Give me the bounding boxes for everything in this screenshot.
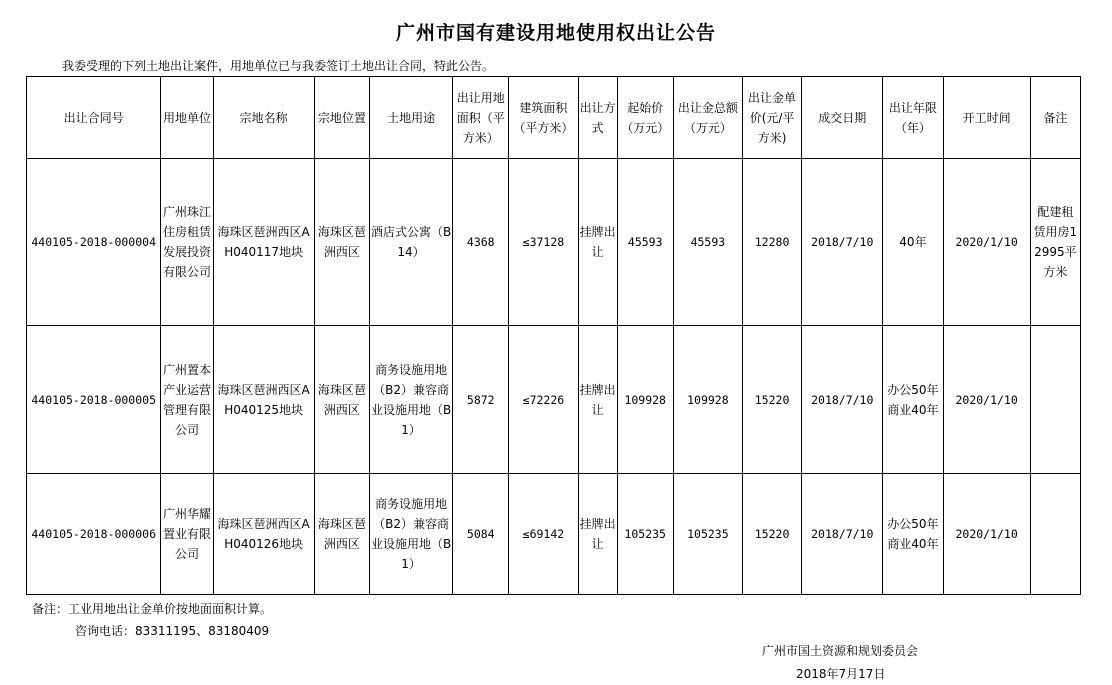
location-cell: 海珠区琶洲西区 (314, 326, 369, 474)
start-date-cell: 2020/1/10 (943, 326, 1030, 474)
unit-price-cell: 15220 (742, 326, 801, 474)
parcel-cell: 海珠区琶洲西区AH040125地块 (213, 326, 314, 474)
unit-cell: 广州置本产业运营管理有限公司 (161, 326, 213, 474)
floor-area-cell: ≤37128 (509, 159, 578, 326)
contract-no-cell: 440105-2018-000006 (27, 474, 161, 595)
floor-area-cell: ≤72226 (509, 326, 578, 474)
land-transfer-table (26, 76, 1081, 595)
table-header-row (27, 77, 1081, 159)
method-cell: 挂牌出让 (578, 474, 617, 595)
floor-area-cell: ≤69142 (509, 474, 578, 595)
table-row (27, 474, 1081, 595)
unit-cell: 广州珠江住房租赁发展投资有限公司 (161, 159, 213, 326)
total-cell: 45593 (673, 159, 742, 326)
header-total: 出让金总额（万元） (673, 77, 742, 159)
header-location: 宗地位置 (314, 77, 369, 159)
land-area-cell: 5084 (453, 474, 509, 595)
unit-price-cell: 15220 (742, 474, 801, 595)
header-floor-area: 建筑面积（平方米） (509, 77, 578, 159)
method-cell: 挂牌出让 (578, 159, 617, 326)
location-cell: 海珠区琶洲西区 (314, 474, 369, 595)
location-cell: 海珠区琶洲西区 (314, 159, 369, 326)
header-contract-no: 出让合同号 (27, 77, 161, 159)
total-cell: 109928 (673, 326, 742, 474)
contract-no-cell: 440105-2018-000005 (27, 326, 161, 474)
header-start-date: 开工时间 (943, 77, 1030, 159)
notice-title: 广州市国有建设用地使用权出让公告 (395, 22, 716, 44)
header-unit-price: 出让金单价(元/平方米) (742, 77, 801, 159)
parcel-cell: 海珠区琶洲西区AH040117地块 (213, 159, 314, 326)
table-row (27, 326, 1081, 474)
remark-cell (1030, 474, 1080, 595)
header-start-price: 起始价（万元） (617, 77, 673, 159)
parcel-cell: 海珠区琶洲西区AH040126地块 (213, 474, 314, 595)
footer-note: 备注：工业用地出让金单价按地面面积计算。 (32, 602, 273, 616)
header-unit: 用地单位 (161, 77, 213, 159)
start-price-cell: 105235 (617, 474, 673, 595)
method-cell: 挂牌出让 (578, 326, 617, 474)
start-date-cell: 2020/1/10 (943, 159, 1030, 326)
land-area-cell: 5872 (453, 326, 509, 474)
header-parcel: 宗地名称 (213, 77, 314, 159)
term-cell: 办公50年商业40年 (883, 326, 943, 474)
header-land-area: 出让用地面积（平方米） (453, 77, 509, 159)
header-remark: 备注 (1030, 77, 1080, 159)
unit-cell: 广州华耀置业有限公司 (161, 474, 213, 595)
use-cell: 商务设施用地（B2）兼容商业设施用地（B1） (369, 474, 452, 595)
term-cell: 办公50年商业40年 (883, 474, 943, 595)
header-term: 出让年限（年） (883, 77, 943, 159)
start-price-cell: 109928 (617, 326, 673, 474)
notice-intro: 我委受理的下列土地出让案件，用地单位已与我委签订土地出让合同，特此公告。 (62, 59, 495, 73)
land-area-cell: 4368 (453, 159, 509, 326)
header-method: 出让方式 (578, 77, 617, 159)
table-row (27, 159, 1081, 326)
contract-no-cell: 440105-2018-000004 (27, 159, 161, 326)
unit-price-cell: 12280 (742, 159, 801, 326)
start-price-cell: 45593 (617, 159, 673, 326)
start-date-cell: 2020/1/10 (943, 474, 1030, 595)
header-use: 土地用途 (369, 77, 452, 159)
remark-cell: 配建租赁用房12995平方米 (1030, 159, 1080, 326)
deal-date-cell: 2018/7/10 (802, 474, 883, 595)
issuer-name: 广州市国土资源和规划委员会 (762, 644, 919, 658)
deal-date-cell: 2018/7/10 (802, 326, 883, 474)
issue-date: 2018年7月17日 (796, 667, 886, 681)
total-cell: 105235 (673, 474, 742, 595)
use-cell: 商务设施用地（B2）兼容商业设施用地（B1） (369, 326, 452, 474)
term-cell: 40年 (883, 159, 943, 326)
header-deal-date: 成交日期 (802, 77, 883, 159)
deal-date-cell: 2018/7/10 (802, 159, 883, 326)
contact-phone: 咨询电话：83311195、83180409 (75, 624, 270, 638)
use-cell: 酒店式公寓（B14） (369, 159, 452, 326)
remark-cell (1030, 326, 1080, 474)
